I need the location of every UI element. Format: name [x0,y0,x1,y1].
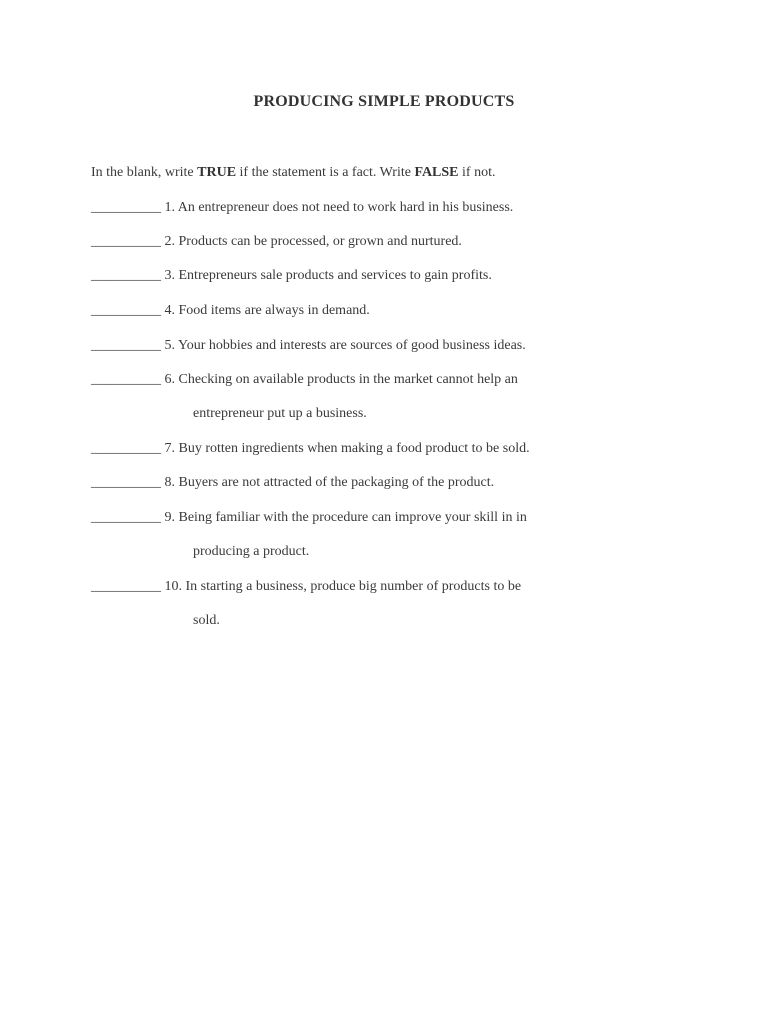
instructions-false-word: FALSE [414,165,459,180]
question-item-1 [91,200,513,216]
question-text: 7. Buy rotten ingredients when making a food product to be sold. [161,441,530,456]
instructions-text-1: In the blank, write [91,165,198,180]
question-item-6-continuation: entrepreneur put up a business. [193,406,367,421]
question-text: 2. Products can be processed, or grown and nurtured. [161,234,462,249]
answer-blank: __________ [91,441,161,456]
question-item-10-continuation: sold. [193,613,220,628]
answer-blank: __________ [91,268,161,283]
answer-blank: __________ [91,372,161,387]
question-item-7 [91,441,530,457]
question-item-5 [91,338,526,354]
instructions-text-2: if the statement is a fact. Write [236,165,415,180]
answer-blank: __________ [91,475,161,490]
instructions [91,165,495,181]
question-text: 5. Your hobbies and interests are sources of good business ideas. [161,338,526,353]
question-item-8 [91,475,494,491]
page-title: PRODUCING SIMPLE PRODUCTS [253,93,515,110]
question-item-2 [91,234,462,250]
answer-blank: __________ [91,510,161,525]
answer-blank: __________ [91,303,161,318]
answer-blank: __________ [91,234,161,249]
question-text: 3. Entrepreneurs sale products and services to gain profits. [161,268,492,283]
answer-blank: __________ [91,200,161,215]
question-item-6 [91,372,518,388]
question-item-3 [91,268,492,284]
instructions-true-word: TRUE [197,165,237,180]
answer-blank: __________ [91,579,161,594]
question-item-4 [91,303,370,319]
question-text: 8. Buyers are not attracted of the packaging of the product. [161,475,495,490]
question-item-9 [91,510,527,526]
question-text: 10. In starting a business, produce big number of products to be [161,579,522,594]
question-item-10 [91,579,521,595]
question-text: 9. Being familiar with the procedure can improve your skill in in [161,510,527,525]
instructions-text-3: if not. [458,165,496,180]
question-text: 1. An entrepreneur does not need to work hard in his business. [161,200,514,215]
question-text: 4. Food items are always in demand. [161,303,370,318]
answer-blank: __________ [91,338,161,353]
question-item-9-continuation: producing a product. [193,544,310,559]
question-text: 6. Checking on available products in the market cannot help an [161,372,518,387]
